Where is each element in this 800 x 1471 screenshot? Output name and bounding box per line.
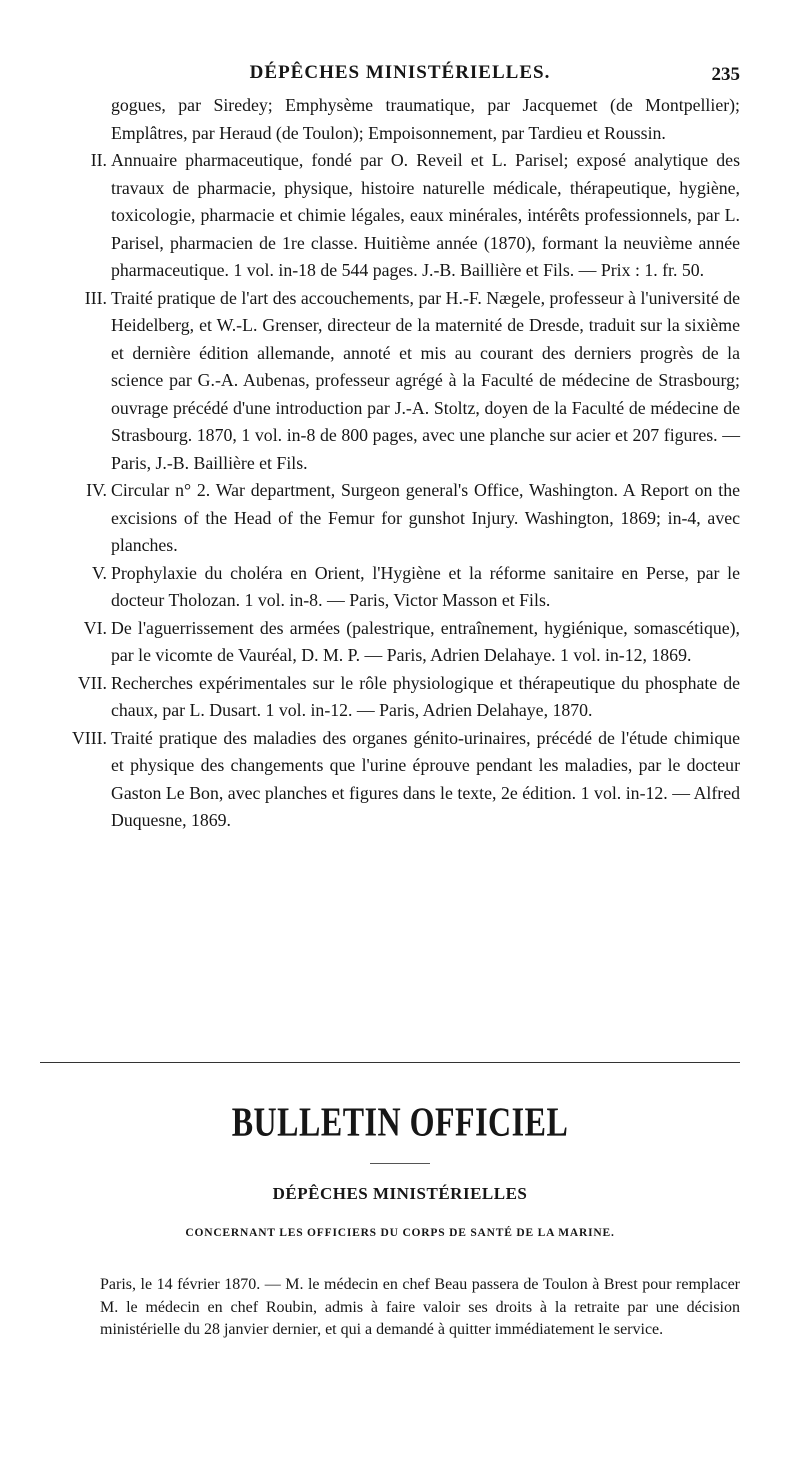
list-item [60,477,740,560]
list-item [60,147,740,285]
continued-text: gogues, par Siredey; Emphysème traumatique, par Jacquemet (de Montpellier); Emplâtres, par Heraud (de Toulon); Empoisonnement, par Tardieu et Roussin. [111,95,740,143]
entry-number: III. [84,287,107,308]
list-item [60,285,740,478]
entry-number: II. [90,150,107,170]
entry-text: Circular n° 2. War department, Surgeon general's Office, Washington. A Report on the excisions of the Head of the Femur for gunshot Injury. Washington, 1869; in-4, avec planches. [111,480,740,555]
entry-number: VIII. [71,727,107,748]
section-heading: DÉPÊCHES MINISTÉRIELLES [272,1184,528,1203]
page-number: 235 [711,64,740,85]
running-title: DÉPÊCHES MINISTÉRIELLES. [249,62,551,83]
entry-text: De l'aguerrissement des armées (palestrique, entraînement, hygiénique, somascétique), par le vicomte de Vauréal, D. M. P. — Paris, Adrien Delahaye. 1 vol. in-12, 1869. [111,617,740,665]
entry-number: VII. [77,672,107,693]
list-item [60,725,740,835]
entry-number: IV. [86,480,107,500]
list-item [60,670,740,725]
list-item-continued [60,92,740,147]
entry-number: V. [92,562,107,583]
section-divider [40,1062,740,1063]
list-item [60,615,740,670]
bibliography-list [60,92,740,835]
section-subheading: CONCERNANT LES OFFICIERS DU CORPS DE SANTÉ DE LA MARINE. [185,1227,615,1239]
entry-text: Traité pratique de l'art des accouchements, par H.-F. Nægele, professeur à l'université de Heidelberg, et W.-L. Grenser, directeur de la maternité de Dresde, traduit sur la sixième et dernière édition allemande, annoté et mis au courant des derniers progrès de la science par G.-A. Aubenas, professeur agrégé à la Faculté de médecine de Strasbourg; ouvrage précédé d'une introduction par J.-A. Stoltz, doyen de la Faculté de médecine de Strasbourg. 1870, 1 vol. in-8 de 800 pages, avec une planche sur acier et 207 figures. — Paris, J.-B. Baillière et Fils. [111,287,740,473]
entry-text: Traité pratique des maladies des organes génito-urinaires, précédé de l'étude chimique et physique des changements que l'urine éprouve pendant les maladies, par le docteur Gaston Le Bon, avec planches et figures dans le texte, 2e édition. 1 vol. in-12. — Alfred Duquesne, 1869. [111,727,740,830]
entry-text: Prophylaxie du choléra en Orient, l'Hygiène et la réforme sanitaire en Perse, par le docteur Tholozan. 1 vol. in-8. — Paris, Victor Masson et Fils. [111,562,740,610]
page-header [0,60,800,90]
entry-text: Annuaire pharmaceutique, fondé par O. Reveil et L. Parisel; exposé analytique des travaux de pharmacie, physique, histoire naturelle médicale, thérapeutique, hygiène, toxicologie, pharmacie et chimie légales, eaux minérales, intérêts professionnels, par L. Parisel, pharmacien de 1re classe. Huitième année (1870), formant la neuvième année pharmaceutique. 1 vol. in-18 de 544 pages. J.-B. Baillière et Fils. — Prix : 1. fr. 50. [111,150,740,280]
entry-text: Recherches expérimentales sur le rôle physiologique et thérapeutique du phosphate de chaux, par L. Dusart. 1 vol. in-12. — Paris, Adrien Delahaye, 1870. [111,672,740,720]
dispatch-paragraph: Paris, le 14 février 1870. — M. le médecin en chef Beau passera de Toulon à Brest pour remplacer M. le médecin en chef Roubin, admis à faire valoir ses droits à la retraite par une décision ministérielle du 28 janvier dernier, et qui a demandé à quitter immédiatement le service. [100,1276,740,1338]
list-item [60,560,740,615]
entry-number: VI. [83,617,107,638]
title-underline [370,1163,430,1164]
bulletin-title: BULLETIN OFFICIEL [231,1098,569,1145]
